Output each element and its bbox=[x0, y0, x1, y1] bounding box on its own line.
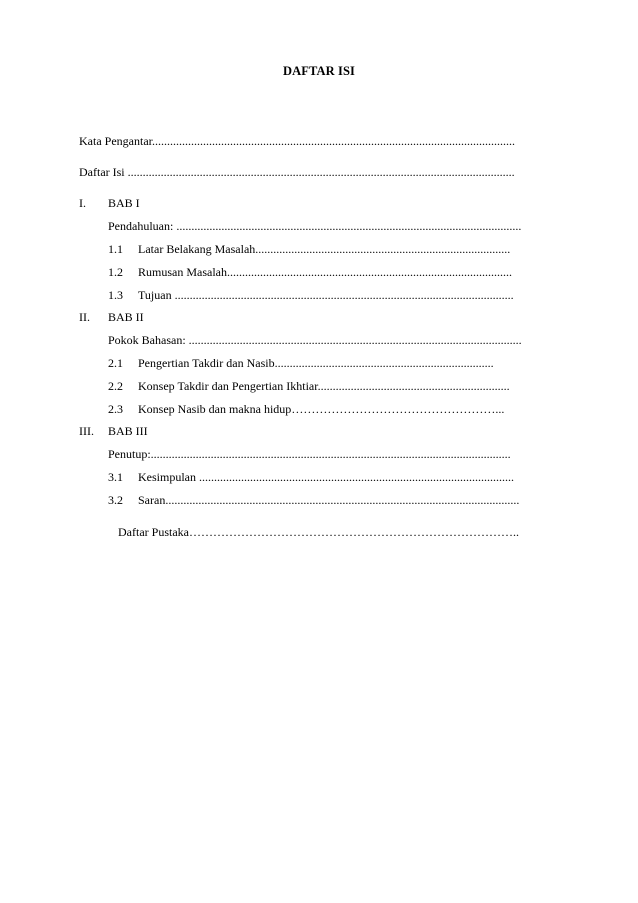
toc-leader-dots: ................................................................................................................... bbox=[176, 219, 522, 233]
section-number: 1.2 bbox=[108, 265, 123, 279]
toc-leader-dots: ......................................................................................................................... bbox=[151, 134, 515, 148]
chapter-numeral: III. bbox=[79, 424, 94, 438]
section-number: 2.1 bbox=[108, 356, 123, 370]
toc-entry-label: Konsep Takdir dan Pengertian Ikhtiar bbox=[138, 379, 318, 393]
chapter-heading: BAB II bbox=[108, 310, 144, 324]
toc-entry-label: Daftar Isi bbox=[79, 165, 128, 179]
toc-leader-dots: ................................................................................................................. bbox=[174, 288, 514, 302]
section-number: 2.2 bbox=[108, 379, 123, 393]
toc-leader-dots: ……………………………………………... bbox=[291, 402, 505, 416]
toc-entry-label: Penutup: bbox=[108, 447, 151, 461]
toc-entry-1-3 bbox=[138, 288, 534, 302]
toc-entry-label: Pokok Bahasan: bbox=[108, 333, 189, 347]
toc-entry-label: Tujuan bbox=[138, 288, 175, 302]
toc-entry-label: Daftar Pustaka bbox=[118, 525, 189, 539]
toc-leader-dots: ……………………………………………………………………….. bbox=[188, 525, 519, 539]
toc-entry-label: Kata Pengantar bbox=[79, 134, 152, 148]
page-title: DAFTAR ISI bbox=[283, 64, 355, 78]
chapter-numeral: II. bbox=[79, 310, 90, 324]
section-number: 1.3 bbox=[108, 288, 123, 302]
toc-entry-label: Kesimpulan bbox=[138, 470, 199, 484]
toc-entry-label: Saran. bbox=[138, 493, 169, 507]
toc-entry-label: Pengertian Takdir dan Nasib bbox=[138, 356, 275, 370]
toc-leader-dots: ........................................................................................................................ bbox=[150, 447, 511, 461]
toc-subheading-penutup bbox=[108, 447, 534, 461]
toc-entry-2-3 bbox=[138, 402, 538, 416]
toc-leader-dots: ............................................................................................................... bbox=[188, 333, 522, 347]
chapter-numeral: I. bbox=[79, 196, 86, 210]
toc-entry-label: Pendahuluan: bbox=[108, 219, 177, 233]
chapter-heading: BAB I bbox=[108, 196, 140, 210]
toc-leader-dots: ................................................................................................................................. bbox=[127, 165, 515, 179]
toc-entry-1-2 bbox=[138, 265, 534, 279]
toc-entry-daftar-isi bbox=[79, 165, 534, 179]
section-number: 2.3 bbox=[108, 402, 123, 416]
section-number: 3.2 bbox=[108, 493, 123, 507]
toc-entry-label: Latar Belakang Masalah bbox=[138, 242, 256, 256]
section-number: 1.1 bbox=[108, 242, 123, 256]
toc-entry-2-1 bbox=[138, 356, 534, 370]
toc-subheading-pendahuluan bbox=[108, 219, 534, 233]
toc-leader-dots: ..................................................................................... bbox=[255, 242, 511, 256]
toc-leader-dots: ......................................................................................................... bbox=[199, 470, 514, 484]
section-number: 3.1 bbox=[108, 470, 123, 484]
toc-entry-2-2 bbox=[138, 379, 534, 393]
toc-entry-label: Konsep Nasib dan makna hidup bbox=[138, 402, 292, 416]
toc-entry-daftar-pustaka bbox=[118, 525, 548, 539]
toc-entry-label: Rumusan Masalah bbox=[138, 265, 227, 279]
toc-leader-dots: ......................................................................... bbox=[274, 356, 494, 370]
toc-subheading-pokok-bahasan bbox=[108, 333, 534, 347]
chapter-heading: BAB III bbox=[108, 424, 148, 438]
toc-entry-3-2 bbox=[138, 493, 534, 507]
toc-leader-dots: ..................................................................................................................... bbox=[168, 493, 520, 507]
toc-leader-dots: ............................................................................................... bbox=[227, 265, 512, 279]
toc-entry-kata-pengantar bbox=[79, 134, 534, 148]
toc-entry-3-1 bbox=[138, 470, 534, 484]
toc-entry-1-1 bbox=[138, 242, 534, 256]
toc-leader-dots: ................................................................ bbox=[317, 379, 510, 393]
